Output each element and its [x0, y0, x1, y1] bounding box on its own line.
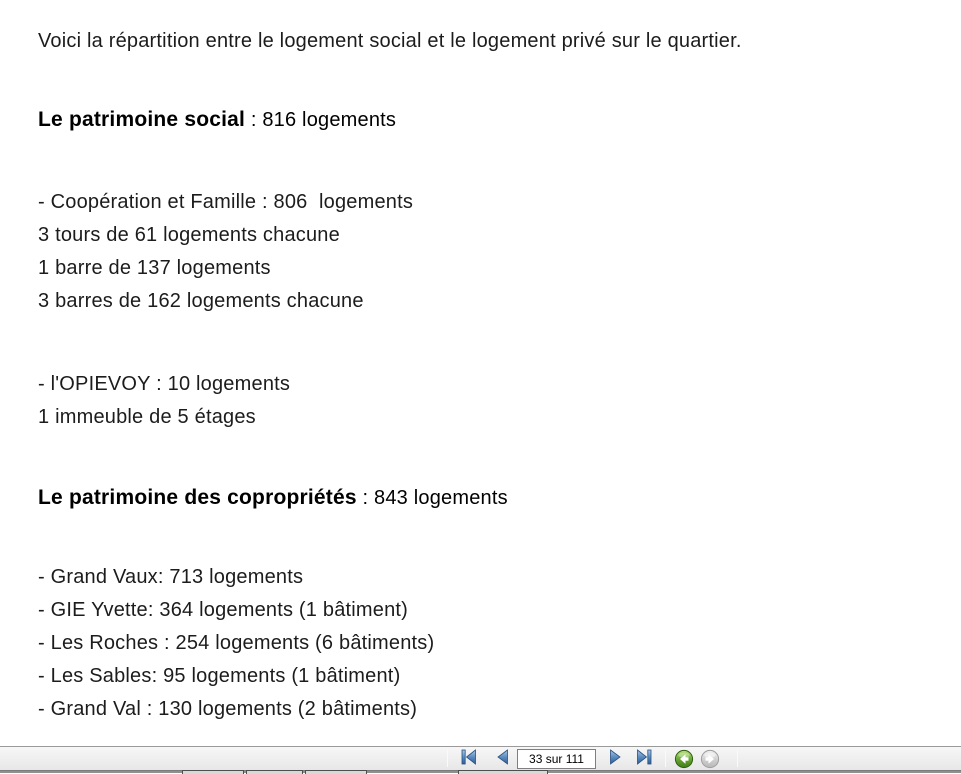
copro-line-3: - Les Roches : 254 logements (6 bâtiments): [38, 632, 435, 654]
cutoff-button-top: [305, 770, 367, 774]
cooperation-line-1: - Coopération et Famille : 806 logements: [38, 191, 414, 213]
next-page-button[interactable]: [602, 748, 628, 769]
copro-line-2: - GIE Yvette: 364 logements (1 bâtiment): [38, 599, 409, 621]
cutoff-button-top: [458, 770, 548, 774]
toolbar-separator: [447, 750, 448, 767]
cutoff-button-top: [246, 770, 303, 774]
first-page-button[interactable]: [455, 748, 481, 769]
first-page-icon: [460, 749, 477, 768]
opievoy-line-2: 1 immeuble de 5 étages: [38, 406, 256, 428]
toolbar-separator: [737, 750, 738, 767]
social-heading-bold: Le patrimoine social: [38, 108, 246, 131]
toolbar-separator: [665, 750, 666, 767]
cooperation-line-2: 3 tours de 61 logements chacune: [38, 224, 340, 246]
next-page-icon: [609, 749, 622, 768]
page-number-input[interactable]: [517, 749, 596, 769]
copro-line-5: - Grand Val : 130 logements (2 bâtiments): [38, 698, 418, 720]
social-heading-count: : 816 logements: [245, 109, 397, 131]
intro-text: Voici la répartition entre le logement social et le logement privé sur le quartier.: [38, 30, 742, 52]
last-page-icon: [636, 749, 653, 768]
previous-page-icon: [496, 749, 509, 768]
opievoy-line-1: - l'OPIEVOY : 10 logements: [38, 373, 291, 395]
cooperation-line-3: 1 barre de 137 logements: [38, 257, 271, 279]
cooperation-line-4: 3 barres de 162 logements chacune: [38, 290, 364, 312]
copropriete-heading-count: : 843 logements: [356, 487, 508, 509]
page-navigation-toolbar: [0, 746, 961, 770]
previous-page-button[interactable]: [489, 748, 515, 769]
copropriete-heading: [38, 486, 508, 510]
copropriete-heading-bold: Le patrimoine des copropriétés: [38, 486, 357, 509]
copro-line-4: - Les Sables: 95 logements (1 bâtiment): [38, 665, 401, 687]
copro-line-1: - Grand Vaux: 713 logements: [38, 566, 304, 588]
last-page-button[interactable]: [631, 748, 657, 769]
cutoff-button-top: [182, 770, 244, 774]
next-view-button[interactable]: [700, 749, 720, 769]
social-heading: [38, 108, 396, 132]
previous-view-button[interactable]: [674, 749, 694, 769]
